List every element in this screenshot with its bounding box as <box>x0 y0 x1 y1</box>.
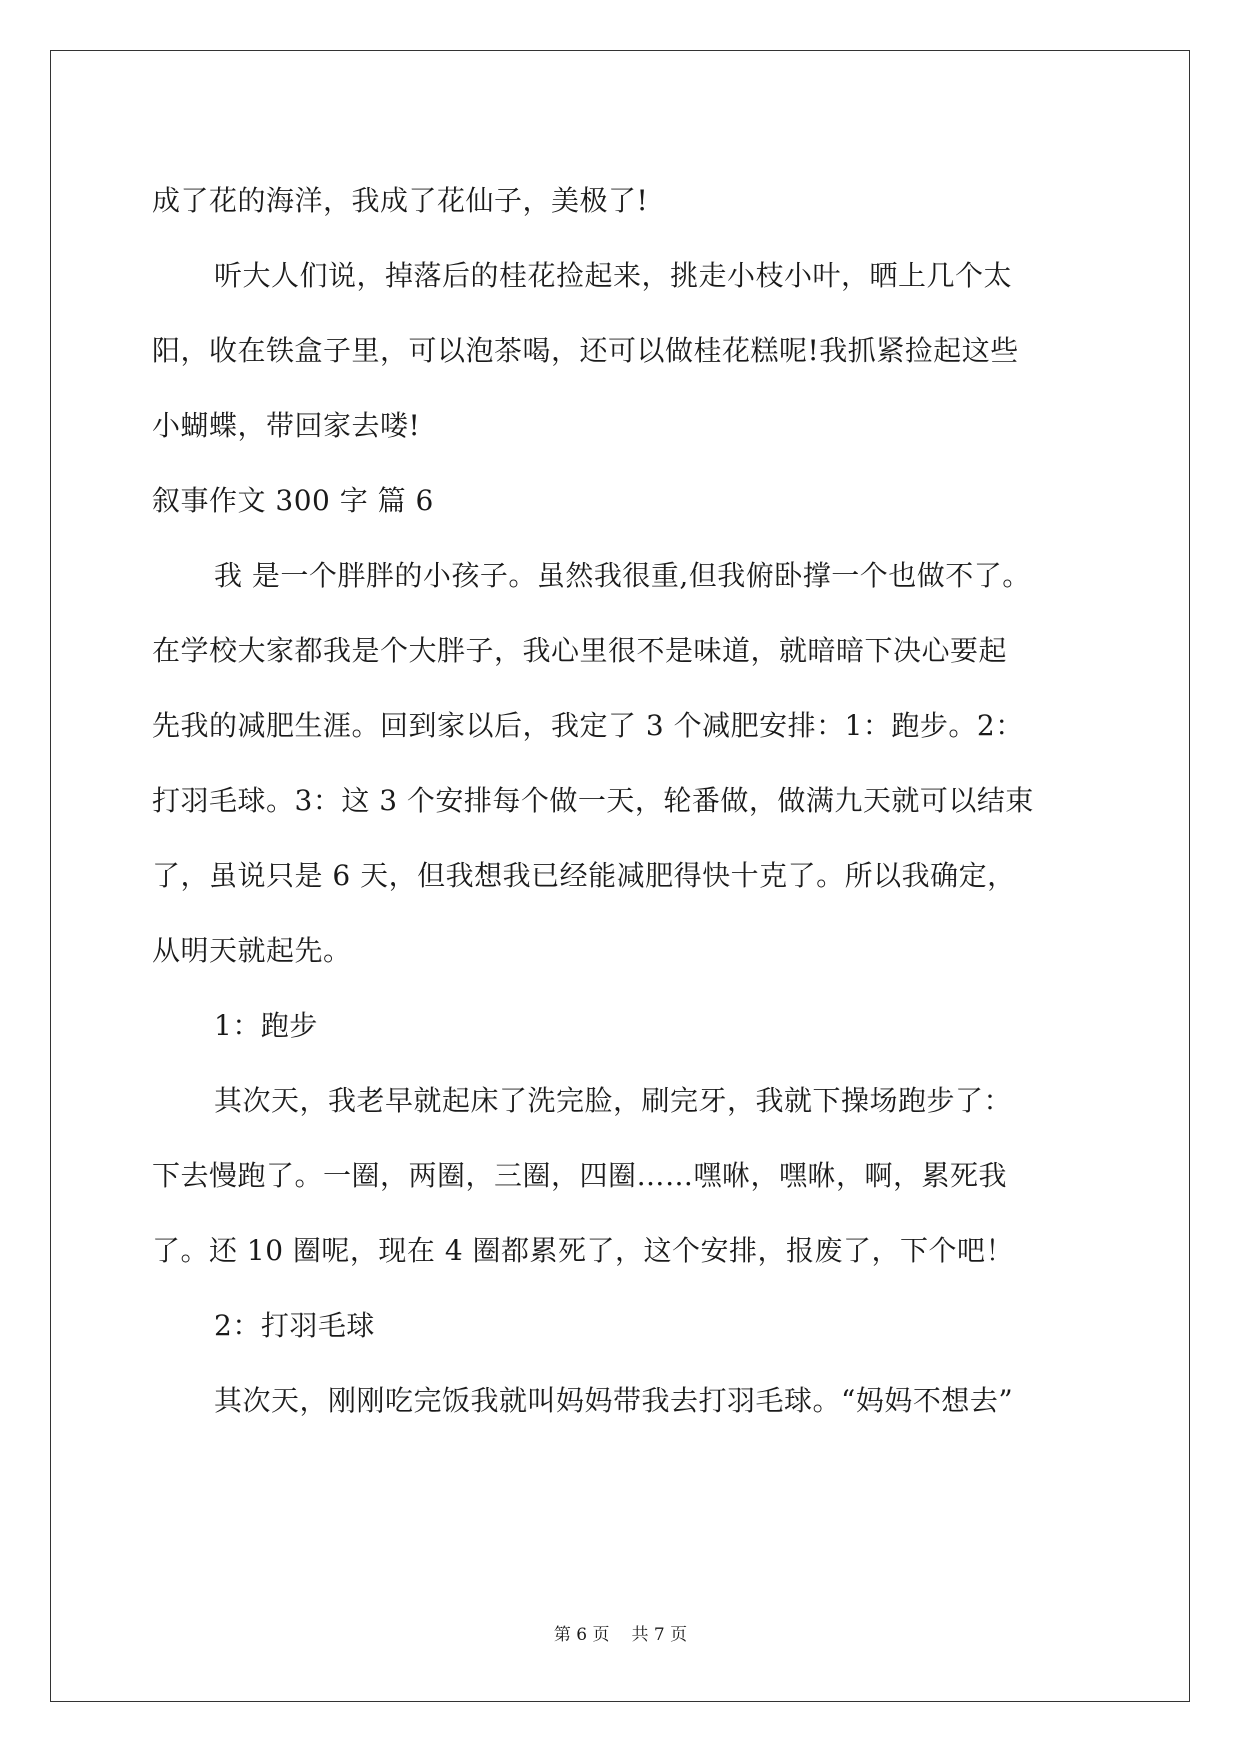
text-line: 在学校大家都我是个大胖子，我心里很不是味道，就暗暗下决心要起 <box>152 634 1008 667</box>
text-line: 了，虽说只是 6 天，但我想我已经能减肥得快十克了。所以我确定， <box>152 859 1016 892</box>
text-line: 成了花的海洋，我成了花仙子，美极了! <box>152 184 649 217</box>
text-line: 我 是一个胖胖的小孩子。虽然我很重,但我俯卧撑一个也做不了。 <box>214 559 1031 592</box>
section-heading: 叙事作文 300 字 篇 6 <box>152 484 434 517</box>
text-line: 其次天，我老早就起床了洗完脸，刷完牙，我就下操场跑步了： <box>214 1084 1013 1117</box>
document-body <box>152 163 1092 1438</box>
text-line: 听大人们说，掉落后的桂花捡起来，挑走小枝小叶，晒上几个太 <box>214 259 1013 292</box>
page-footer <box>0 1620 1241 1645</box>
text-line: 小蝴蝶，带回家去喽! <box>152 409 421 442</box>
subheading: 2：打羽毛球 <box>214 1309 375 1342</box>
text-line: 了。还 10 圈呢，现在 4 圈都累死了，这个安排，报废了，下个吧！ <box>152 1234 1015 1267</box>
page-number: 第 6 页 <box>553 1625 610 1645</box>
text-line: 下去慢跑了。一圈，两圈，三圈，四圈……嘿咻，嘿咻，啊，累死我 <box>152 1159 1008 1192</box>
text-line: 其次天，刚刚吃完饭我就叫妈妈带我去打羽毛球。“妈妈不想去” <box>214 1384 1014 1417</box>
text-line: 阳，收在铁盒子里，可以泡茶喝，还可以做桂花糕呢!我抓紧捡起这些 <box>152 334 1019 367</box>
text-line: 打羽毛球。3：这 3 个安排每个做一天，轮番做，做满九天就可以结束 <box>152 784 1034 817</box>
page-total: 共 7 页 <box>631 1625 688 1645</box>
subheading: 1：跑步 <box>214 1009 318 1042</box>
text-line: 从明天就起先。 <box>152 934 352 967</box>
text-line: 先我的减肥生涯。回到家以后，我定了 3 个减肥安排：1：跑步。2： <box>152 709 1024 742</box>
